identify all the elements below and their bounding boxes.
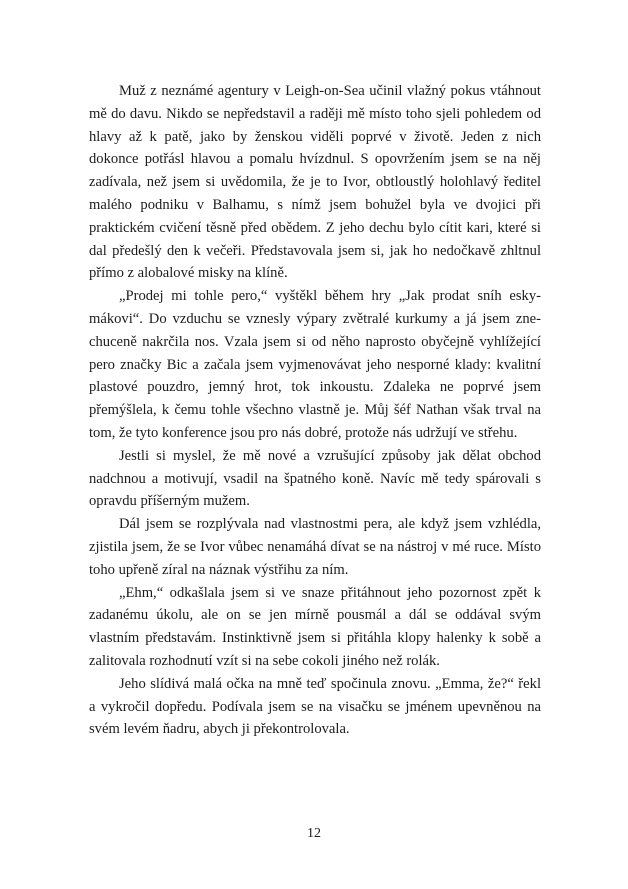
paragraph-6: Jeho slídivá malá očka na mně teď spočinula znovu. „Emma, že?“ řekl a vykročil dopředu. Podívala jsem se na visačku se jménem upevněnou na svém levém ňadru, abych ji překontrolovala.: [89, 675, 541, 738]
body-text: [89, 80, 541, 741]
paragraph-5: „Ehm,“ odkašlala jsem si ve snaze přitáhnout jeho pozornost zpět k zadanému úkolu, ale on se jen mírně pousmál a dál se oddával svým vlastním představám. Instinktivně jsem si přitáhla klopy halenky k sobě a zalitovala rozhodnutí vzít si na sebe cokoli jiného než rolák.: [89, 584, 541, 669]
page-number: 12: [307, 826, 321, 841]
paragraph-2: „Prodej mi tohle pero,“ vyštěkl během hry „Jak prodat sníh eskymákovi“. Do vzduchu se vznesly výpary zvětralé kurkumy a já jsem znechuceně nakrčila nos. Vzala jsem si od něho naprosto obyčejně vyhlížející pero značky Bic a začala jsem vyjmenovávat jeho nesporné klady: kvalitní plastové pouzdro, jemný hrot, tok inkoustu. Zdaleka ne poprvé jsem přemýšlela, k čemu tohle všechno vlastně je. Můj šéf Nathan však trval na tom, že tyto konference jsou pro nás dobré, protože nás udržují ve střehu.: [89, 288, 541, 441]
paragraph-3: Jestli si myslel, že mě nové a vzrušující způsoby jak dělat obchod nadchnou a motivují, vsadil na špatného koně. Navíc mě tedy spárovali s opravdu příšerným mužem.: [89, 447, 541, 510]
paragraph-4: Dál jsem se rozplývala nad vlastnostmi pera, ale když jsem vzhlédla, zjistila jsem, že se Ivor vůbec nenamáhá dívat se na nástroj v mé ruce. Místo toho upřeně zíral na náznak výstřihu za ním.: [89, 516, 541, 578]
paragraph-1: Muž z neznámé agentury v Leigh-on-Sea učinil vlažný pokus vtáhnout mě do davu. Nikdo se nepředstavil a raději mě místo toho sjeli pohledem od hlavy až k patě, jako by ženskou viděli poprvé v životě. Jeden z nich dokonce potřásl hlavou a pomalu hvízdnul. S opovržením jsem se na něj zadívala, než jsem si uvědomila, že je to Ivor, obtloustlý holohlavý ředitel malého podniku v Balhamu, s nímž jsem bohužel byla ve dvojici při praktickém cvičení těsně před obědem. Z jeho dechu bylo cítit kari, které si dal předešlý den k večeři. Představovala jsem si, jak ho nedočkavě zhltnul přímo z alobalové misky na klíně.: [89, 83, 541, 282]
